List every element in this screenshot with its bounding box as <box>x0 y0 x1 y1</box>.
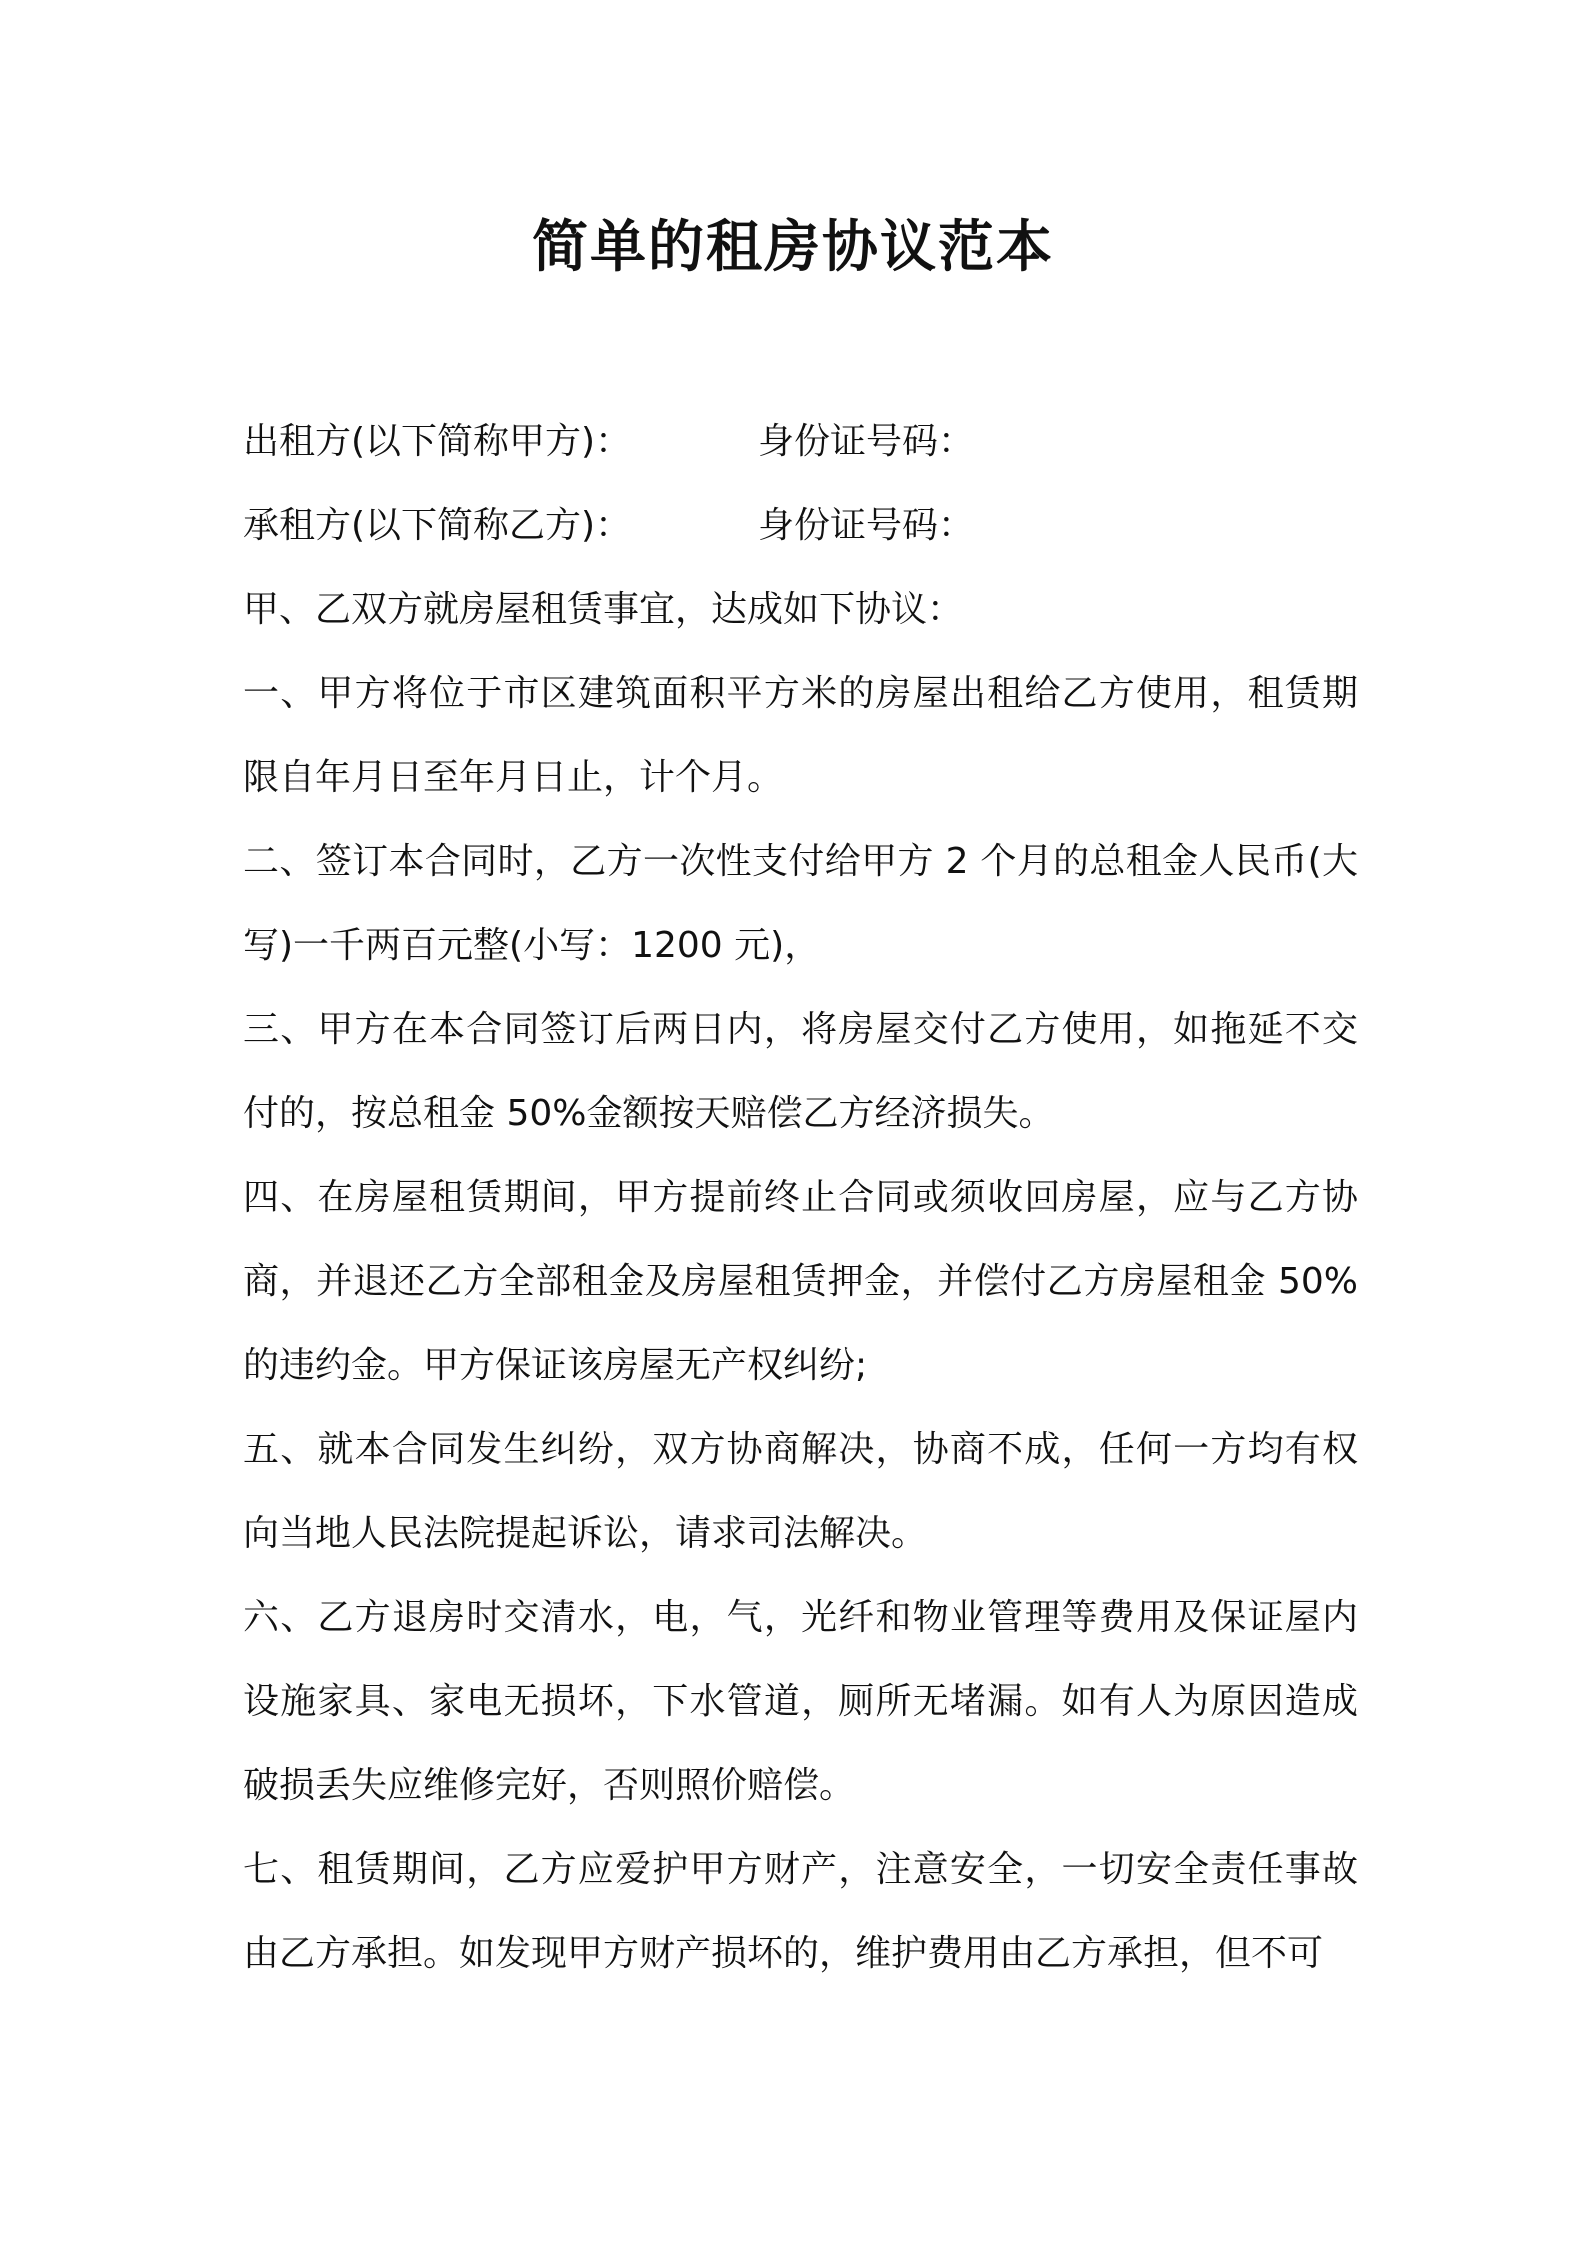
lessor-label: 出租方(以下简称甲方)： <box>243 421 632 462</box>
clause-7: 七、租赁期间，乙方应爱护甲方财产，注意安全，一切安全责任事故由乙方承担。如发现甲方财产损坏的，维护费用由乙方承担，但不可 <box>243 1849 1358 1974</box>
lessor-id-label: 身份证号码： <box>758 421 975 462</box>
document-body <box>243 400 1358 1996</box>
lessee-line <box>243 484 1358 568</box>
lessee-id-label: 身份证号码： <box>758 505 975 546</box>
agreement-intro: 甲、乙双方就房屋租赁事宜，达成如下协议： <box>243 589 964 630</box>
lessor-line <box>243 400 1358 484</box>
clause-4: 四、在房屋租赁期间，甲方提前终止合同或须收回房屋，应与乙方协商，并退还乙方全部租金及房屋租赁押金，并偿付乙方房屋租金 50%的违约金。甲方保证该房屋无产权纠纷; <box>243 1177 1358 1386</box>
clause-3: 三、甲方在本合同签订后两日内，将房屋交付乙方使用，如拖延不交付的，按总租金 50%金额按天赔偿乙方经济损失。 <box>243 1009 1358 1134</box>
clause-2: 二、签订本合同时，乙方一次性支付给甲方 2 个月的总租金人民币(大写)一千两百元整(小写：1200 元)， <box>243 841 1358 966</box>
clause-6: 六、乙方退房时交清水，电，气，光纤和物业管理等费用及保证屋内设施家具、家电无损坏，下水管道，厕所无堵漏。如有人为原因造成破损丢失应维修完好，否则照价赔偿。 <box>243 1597 1358 1806</box>
clause-1: 一、甲方将位于市区建筑面积平方米的房屋出租给乙方使用，租赁期限自年月日至年月日止，计个月。 <box>243 673 1358 798</box>
lessee-label: 承租方(以下简称乙方)： <box>243 505 632 546</box>
document-title: 简单的租房协议范本 <box>532 215 1054 280</box>
clause-5: 五、就本合同发生纠纷，双方协商解决，协商不成，任何一方均有权向当地人民法院提起诉讼，请求司法解决。 <box>243 1429 1358 1554</box>
